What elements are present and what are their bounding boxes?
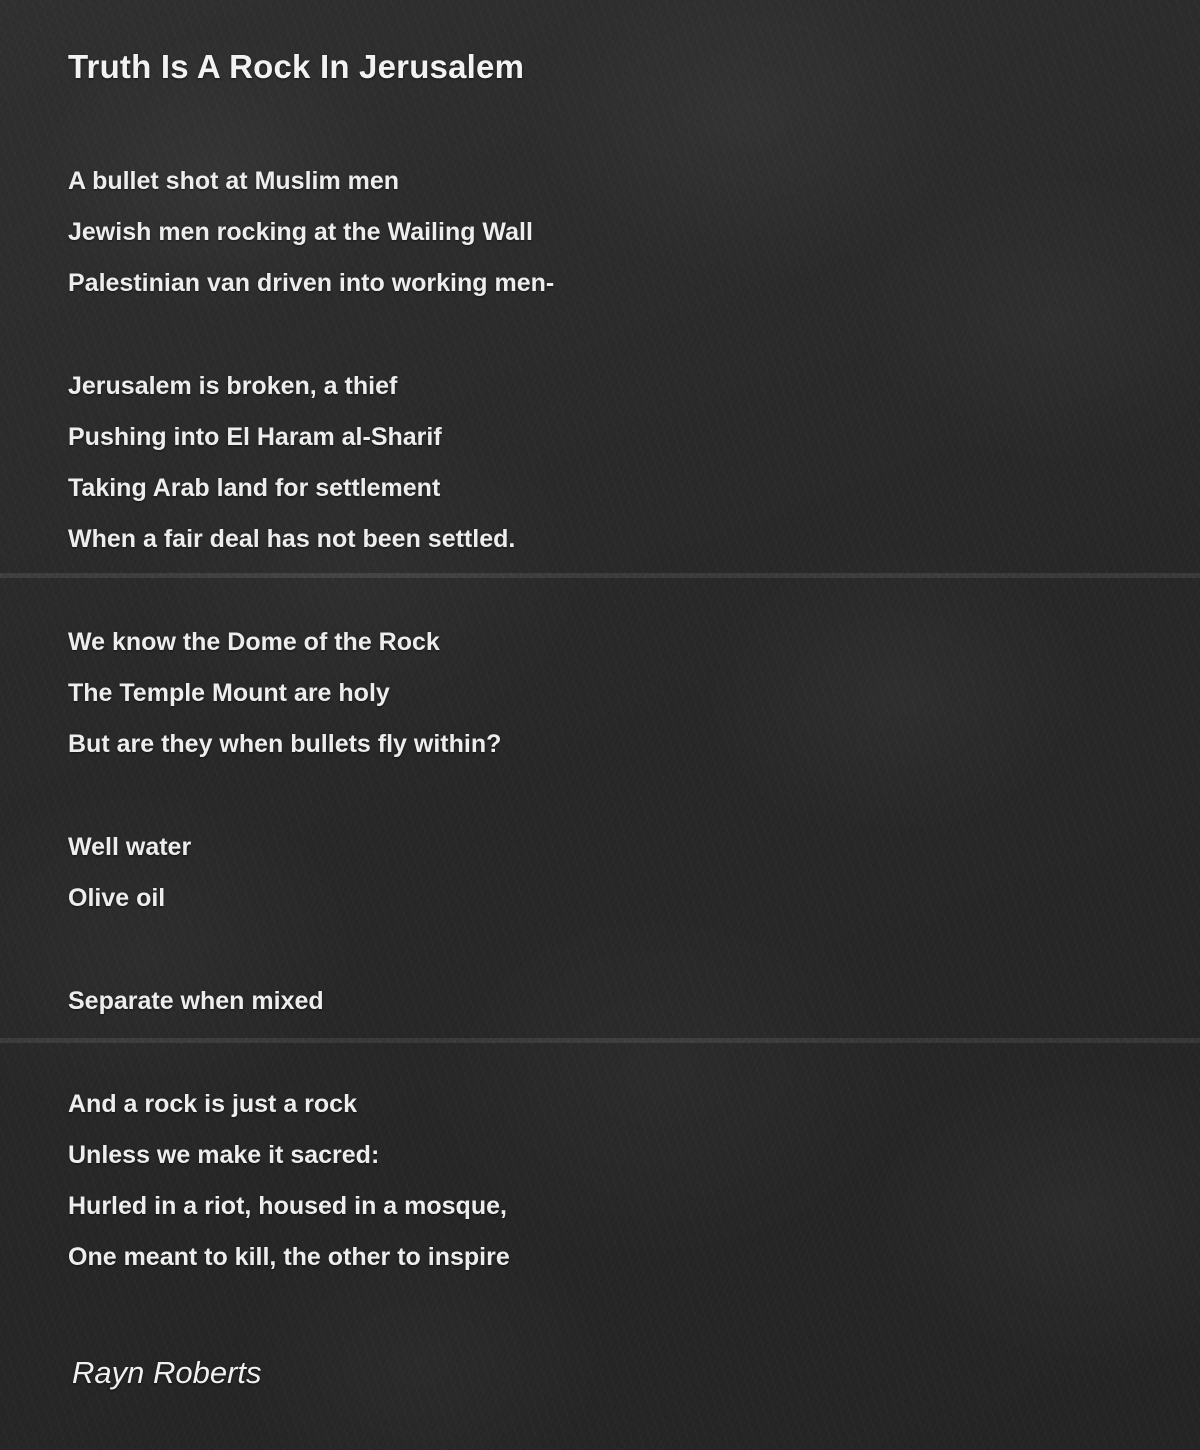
poem-line: Well water: [68, 833, 192, 861]
poem-line: We know the Dome of the Rock: [68, 628, 440, 656]
stanza: [68, 976, 1128, 1027]
poem-line: The Temple Mount are holy: [68, 679, 390, 707]
poem-line: One meant to kill, the other to inspire: [68, 1243, 510, 1271]
stanza: [68, 156, 1128, 309]
poem-line: Olive oil: [68, 884, 166, 912]
poem-line: Pushing into El Haram al-Sharif: [68, 423, 442, 451]
poem-line: A bullet shot at Muslim men: [68, 167, 400, 195]
poem-body: [68, 156, 1128, 1335]
stanza: [68, 361, 1128, 565]
poem-line: Unless we make it sacred:: [68, 1141, 380, 1169]
poem-line: Palestinian van driven into working men-: [68, 269, 555, 297]
poem-line: Taking Arab land for settlement: [68, 474, 441, 502]
poem-line: Jewish men rocking at the Wailing Wall: [68, 218, 533, 246]
poem-line: Hurled in a riot, housed in a mosque,: [68, 1192, 507, 1220]
poem-line: Jerusalem is broken, a thief: [68, 372, 398, 400]
poem-title: Truth Is A Rock In Jerusalem: [68, 48, 525, 85]
stanza: [68, 1079, 1128, 1283]
poem-line: Separate when mixed: [68, 987, 324, 1015]
poem-line: When a fair deal has not been settled.: [68, 525, 516, 553]
stanza: [68, 822, 1128, 924]
poem-author: Rayn Roberts: [72, 1355, 262, 1390]
stanza: [68, 617, 1128, 770]
poem-line: But are they when bullets fly within?: [68, 730, 502, 758]
poem-line: And a rock is just a rock: [68, 1090, 357, 1118]
